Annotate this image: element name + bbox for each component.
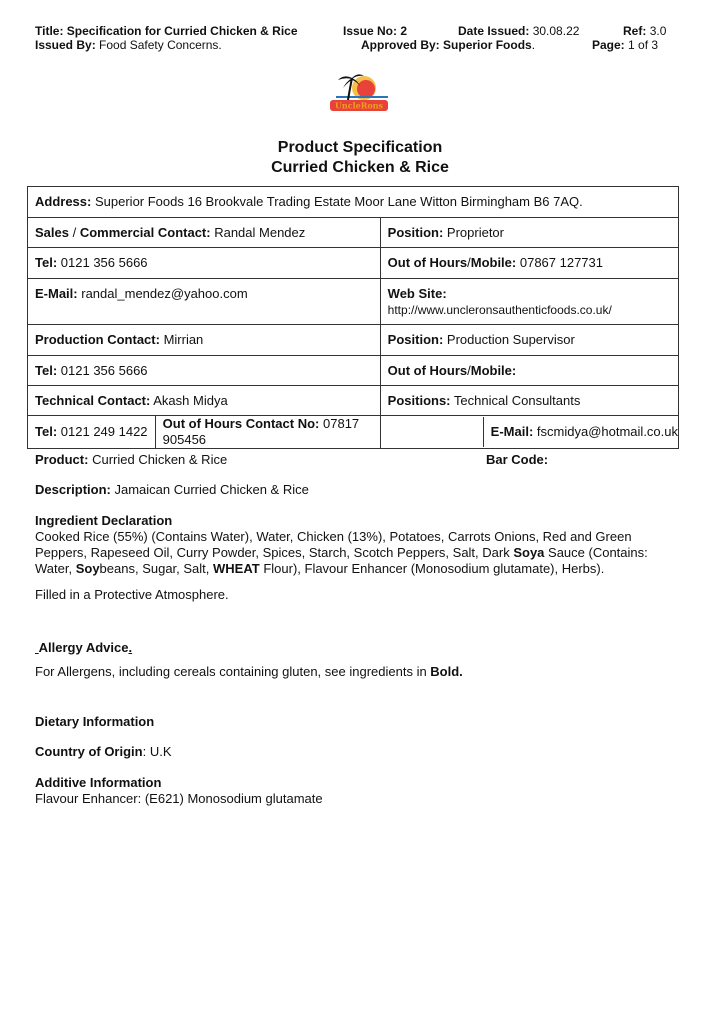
tel3-value: 0121 249 1422 bbox=[60, 424, 148, 439]
position1-label: Position: bbox=[387, 224, 444, 240]
barcode-label: Bar Code: bbox=[486, 452, 549, 467]
allergy-text: For Allergens, including cereals containing gluten, see ingredients in bbox=[35, 664, 431, 679]
ingredients-bold-wheat: WHEAT bbox=[213, 561, 260, 576]
document-title bbox=[0, 138, 720, 178]
tel3-label: Tel: bbox=[35, 424, 58, 439]
website-cell bbox=[380, 279, 678, 325]
date-label: Date Issued: bbox=[458, 24, 530, 38]
table-row bbox=[28, 187, 679, 218]
positions-label: Positions: bbox=[387, 392, 451, 408]
header-issue bbox=[343, 24, 407, 38]
page-label: Page: bbox=[592, 38, 625, 52]
positions-value: Technical Consultants bbox=[453, 392, 581, 408]
issue-value: 2 bbox=[400, 24, 408, 38]
allergy-heading-line: Allergy Advice. bbox=[38, 640, 133, 655]
ooh2-label: Out of Hours bbox=[387, 362, 468, 378]
position1-value: Proprietor bbox=[446, 224, 504, 240]
positions-cell bbox=[380, 386, 678, 416]
ooh2-mobile-label: Mobile: bbox=[470, 362, 517, 378]
header-approved-by: Approved By: Superior Foods. bbox=[361, 38, 536, 52]
tel1-value: 0121 356 5666 bbox=[60, 255, 148, 270]
address-label: Address: bbox=[35, 194, 92, 209]
email3-spacer bbox=[381, 417, 484, 447]
web-label: Web Site: bbox=[387, 286, 447, 301]
address-cell bbox=[28, 187, 679, 218]
table-row bbox=[28, 218, 679, 248]
description-line bbox=[35, 482, 309, 498]
table-row bbox=[28, 386, 679, 416]
address-value: Superior Foods 16 Brookvale Trading Estate Moor Lane Witton Birmingham B6 7AQ. bbox=[94, 194, 583, 209]
ooh2-cell bbox=[380, 356, 678, 386]
production-label: Production Contact: bbox=[35, 332, 160, 347]
approved-by-label: Approved By: bbox=[361, 38, 440, 52]
palm-sunset-logo bbox=[326, 70, 392, 114]
header-date bbox=[458, 24, 579, 38]
email1-label: E-Mail: bbox=[35, 286, 78, 301]
allergy-advice bbox=[35, 664, 463, 680]
tel1-label: Tel: bbox=[35, 255, 58, 270]
header-issued-by bbox=[35, 38, 222, 52]
email1-cell bbox=[28, 279, 381, 325]
position2-value: Production Supervisor bbox=[446, 332, 575, 347]
technical-label: Technical Contact: bbox=[35, 392, 151, 408]
header-page bbox=[592, 38, 658, 52]
email3-label: E-Mail: bbox=[490, 424, 534, 439]
commercial-label: Commercial Contact: bbox=[79, 224, 211, 240]
ooh1-value: 07867 127731 bbox=[519, 255, 604, 270]
ingredients-text-4: Flour), Flavour Enhancer (Monosodium glutamate), Herbs). bbox=[259, 561, 605, 576]
sales-label: Sales bbox=[35, 224, 69, 240]
tel2-label: Tel: bbox=[35, 362, 58, 378]
production-cell bbox=[28, 325, 381, 356]
ref-label: Ref: bbox=[623, 24, 647, 38]
issued-by-value: Food Safety Concerns. bbox=[99, 38, 222, 52]
header-title bbox=[35, 24, 298, 38]
production-value: Mirrian bbox=[163, 332, 204, 347]
ooh2-label-sep: / bbox=[467, 362, 471, 378]
ingredients-text-2: Sauce (Contains: Water, bbox=[35, 545, 648, 576]
allergy-heading: Allergy Advice bbox=[38, 640, 129, 655]
email3-cell bbox=[380, 416, 678, 449]
ooh3-label: Out of Hours Contact No: bbox=[162, 416, 320, 431]
ingredient-heading: Ingredient Declaration bbox=[35, 513, 173, 528]
tel1-cell bbox=[28, 248, 381, 279]
ooh3-cell bbox=[155, 416, 380, 449]
position1-cell bbox=[380, 218, 678, 248]
ooh3-value: 07817 905456 bbox=[162, 416, 360, 447]
title-label: Title: bbox=[35, 24, 64, 38]
page-value: 1 of 3 bbox=[628, 38, 659, 52]
ingredients-bold-soya: Soya bbox=[513, 545, 545, 560]
origin-line bbox=[35, 744, 172, 760]
technical-value: Akash Midya bbox=[153, 392, 228, 408]
title-line2: Curried Chicken & Rice bbox=[271, 159, 449, 176]
dietary-heading: Dietary Information bbox=[35, 714, 155, 729]
description-label: Description: bbox=[35, 482, 111, 497]
header-ref bbox=[623, 24, 666, 38]
allergy-bold: Bold. bbox=[430, 664, 463, 679]
additive-heading: Additive Information bbox=[35, 775, 162, 790]
ingredient-declaration bbox=[35, 529, 685, 577]
contact-table bbox=[27, 186, 679, 449]
issue-label: Issue No: bbox=[343, 24, 398, 38]
ooh1-mobile-label: Mobile: bbox=[470, 255, 517, 270]
web-value[interactable]: http://www.uncleronsauthenticfoods.co.uk/ bbox=[387, 303, 612, 317]
table-row bbox=[28, 416, 679, 449]
ref-value: 3.0 bbox=[649, 24, 667, 38]
company-logo bbox=[326, 70, 392, 114]
title-line1: Product Specification bbox=[277, 139, 443, 156]
ingredients-text-1: Cooked Rice (55%) (Contains Water), Water, Chicken (13%), Potatoes, Carrots Onions, Red and Green Peppers, Rapeseed Oil, Curry Powder, Spices, Starch, Scotch Peppers, Salt, Dark bbox=[35, 529, 632, 560]
table-row bbox=[28, 356, 679, 386]
position2-cell bbox=[380, 325, 678, 356]
tel2-cell bbox=[28, 356, 381, 386]
origin-value: : U.K bbox=[142, 744, 172, 759]
ooh1-label: Out of Hours bbox=[387, 255, 468, 270]
technical-cell bbox=[28, 386, 381, 416]
approved-by-value: Superior Foods bbox=[443, 38, 532, 52]
additive-value: Flavour Enhancer: (E621) Monosodium glutamate bbox=[35, 791, 323, 806]
product-value: Curried Chicken & Rice bbox=[92, 452, 228, 467]
table-row bbox=[28, 325, 679, 356]
ingredients-bold-soy: Soy bbox=[75, 561, 100, 576]
position2-label: Position: bbox=[387, 332, 444, 347]
origin-label: Country of Origin bbox=[35, 744, 143, 759]
description-value: Jamaican Curried Chicken & Rice bbox=[114, 482, 309, 497]
date-value: 30.08.22 bbox=[532, 24, 580, 38]
svg-text:UncleRons: UncleRons bbox=[334, 100, 384, 111]
table-row bbox=[28, 248, 679, 279]
issued-by-label: Issued By: bbox=[35, 38, 96, 52]
atmosphere-note: Filled in a Protective Atmosphere. bbox=[35, 587, 229, 602]
tel2-value: 0121 356 5666 bbox=[60, 362, 148, 378]
ingredients-text-3: beans, Sugar, Salt, bbox=[99, 561, 214, 576]
title-value: Specification for Curried Chicken & Rice bbox=[66, 24, 298, 38]
ooh1-cell bbox=[380, 248, 678, 279]
sales-value: Randal Mendez bbox=[214, 224, 306, 240]
table-row bbox=[28, 279, 679, 325]
ooh1-label-sep: / bbox=[467, 255, 471, 270]
product-label: Product: bbox=[35, 452, 89, 467]
email3-value[interactable]: fscmidya@hotmail.co.uk bbox=[536, 424, 678, 439]
email1-value[interactable]: randal_mendez@yahoo.com bbox=[81, 286, 248, 301]
sales-cell bbox=[28, 218, 381, 248]
product-line bbox=[35, 452, 227, 468]
tel3-cell bbox=[28, 416, 156, 449]
sales-label-sep: / bbox=[68, 224, 80, 240]
